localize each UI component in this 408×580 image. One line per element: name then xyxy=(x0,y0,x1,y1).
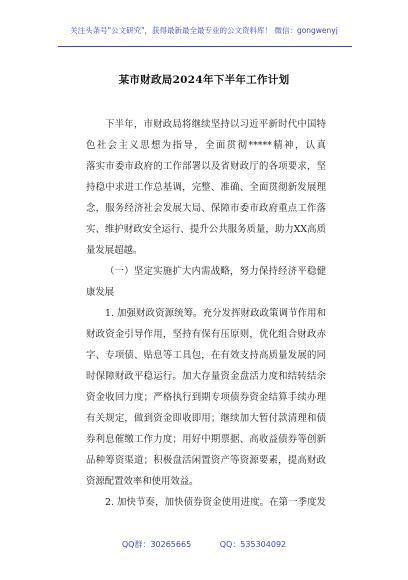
body-line: 量发展超越。 xyxy=(86,245,143,256)
paragraph-item-1 xyxy=(86,303,326,492)
body-line: 券利息催缴工作力度；用好中期票据、高收益债券等创新 xyxy=(86,434,326,445)
header-divider xyxy=(58,46,352,47)
body-line: 品种筹资渠道；积极盘活闲置资产等资源要素，提高财政 xyxy=(86,455,326,466)
paragraph-item-2 xyxy=(86,492,326,513)
body-line: 有关规定，做到资金即收即用；继续加大暂付款清理和债 xyxy=(86,413,326,424)
footer-qq-number: QQ：535304092 xyxy=(219,540,287,549)
header-note: 关注头条号"公文研究"，获得最新最全最专业的公文资料库！ 微信：gongwenyj xyxy=(70,26,338,35)
body-line: 时保障财政平稳运行。加大存量资金盘活力度和结转结余 xyxy=(86,371,326,382)
section-heading xyxy=(86,261,326,303)
footer-contact xyxy=(0,539,408,550)
paragraph-intro xyxy=(86,114,326,261)
body-line: 持稳中求进工作总基调，完整、准确、全面贯彻新发展理 xyxy=(86,182,326,193)
body-line: 财政资金引导作用，坚持有保有压原则，优化组合财政赤 xyxy=(86,329,326,340)
body-line: 资金收回力度；严格执行到期专项债券资金结算手续办理 xyxy=(86,392,326,403)
body-line: （一）坚定实施扩大内需战略，努力保持经济平稳健 xyxy=(105,266,326,277)
body-line: 色社会主义思想为指导，全面贯彻*****精神，认真 xyxy=(86,140,326,151)
body-line: 1. 加强财政资源统筹。充分发挥财政政策调节作用和 xyxy=(105,308,326,319)
body-line: 字、专项债、贴息等工具包，在有效支持高质量发展的同 xyxy=(86,350,326,361)
body-line: 下半年，市财政局将继续坚持以习近平新时代中国特 xyxy=(105,119,326,130)
document-title: 某市财政局2024年下半年工作计划 xyxy=(118,74,290,86)
body-line: 实、维护财政安全运行、提升公共服务质量，助力XX高质 xyxy=(86,224,326,235)
body-line: 落实市委市政府的工作部署以及省财政厅的各项要求，坚 xyxy=(86,161,326,172)
body-line: 念，服务经济社会发展大局、保障市委市政府重点工作落 xyxy=(86,203,326,214)
footer-qq-group: QQ群：30265665 xyxy=(121,540,192,549)
body-line: 资源配置效率和使用效益。 xyxy=(86,476,199,487)
body-line: 康发展 xyxy=(86,287,115,298)
body-line: 2. 加快节奏，加快债券资金使用进度。在第一季度发 xyxy=(105,497,326,508)
document-body xyxy=(86,114,326,513)
